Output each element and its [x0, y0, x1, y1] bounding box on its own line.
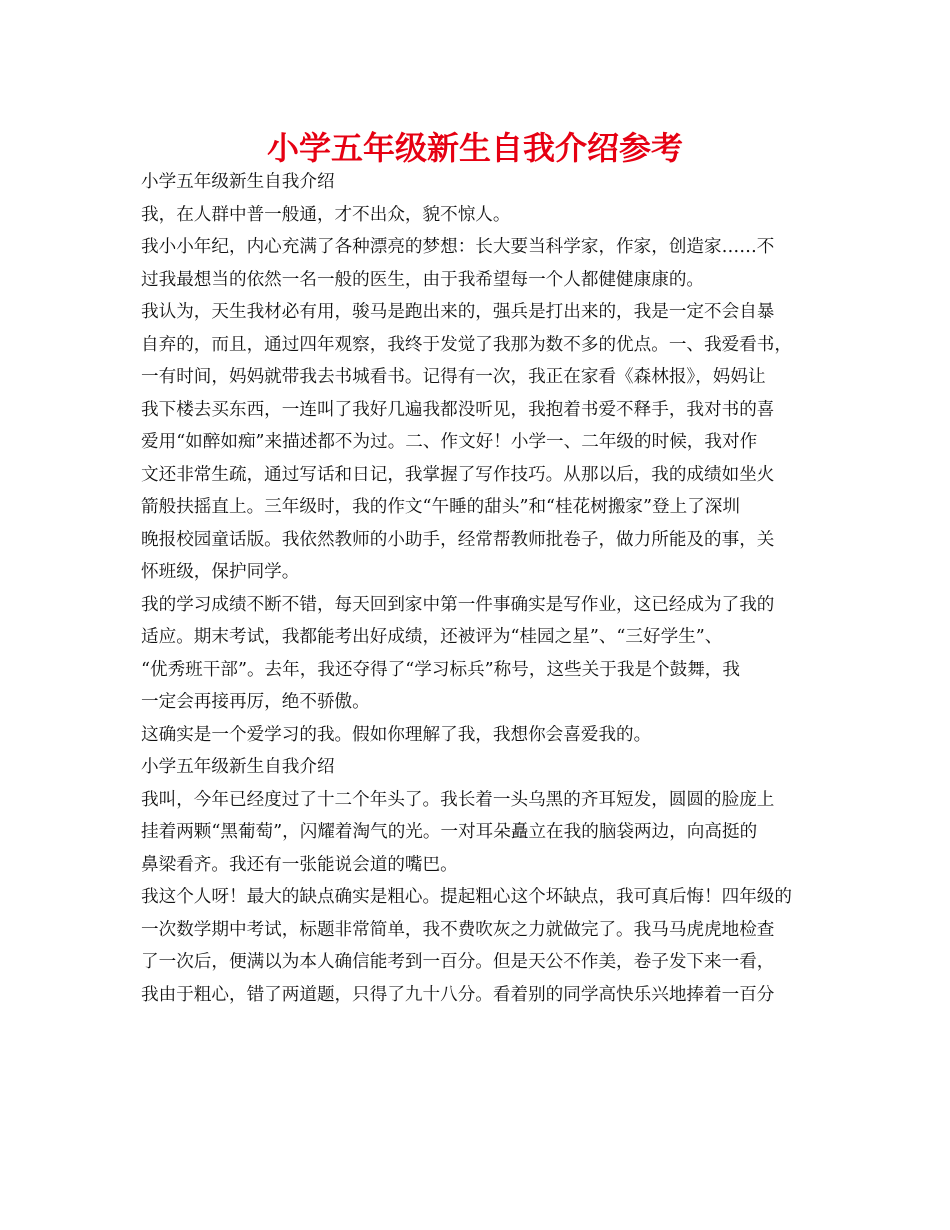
paragraph: 我小小年纪，内心充满了各种漂亮的梦想：长大要当科学家，作家，创造家……不 过我最想当的依然一名一般的医生，由于我希望每一个人都健健康康的。 [141, 237, 775, 290]
paragraph: 我认为，天生我材必有用，骏马是跑出来的，强兵是打出来的，我是一定不会自暴 自弃的，而且，通过四年观察，我终于发觉了我那为数不多的优点。一、我爱看书， 一有时间，妈妈就带我去书城看书。记得有一次，我正在家看《森林报》，妈妈让 我下楼去买东西，一连叫了我好几遍我都没听见，我抱着书爱不释手，我对书的喜 爱用“如醉如痴”来描述都不为过。二、作文好！小学一、二年级的时候，我对作 文还非常生疏，通过写话和日记，我掌握了写作技巧。从那以后，我的成绩如坐火 箭般扶摇直上。三年级时，我的作文“午睡的甜头”和“桂花树搬家”登上了深圳 晚报校园童话版。我依然教师的小助手，经常帮教师批卷子，做力所能及的事，关 怀班级，保护同学。 [141, 302, 792, 582]
paragraph: 我的学习成绩不断不错，每天回到家中第一件事确实是写作业，这已经成为了我的 适应。期末考试，我都能考出好成绩，还被评为“桂园之星”、“三好学生”、 “优秀班干部”。去年，我还夺得了“学习标兵”称号，这些关于我是个鼓舞，我 一定会再接再厉，绝不骄傲。 [141, 594, 775, 712]
paragraph: 我，在人群中普一般通，才不出众，貌不惊人。 [141, 204, 511, 225]
paragraph: 我叫，今年已经度过了十二个年头了。我长着一头乌黑的齐耳短发，圆圆的脸庞上 挂着两颗“黑葡萄”，闪耀着淘气的光。一对耳朵矗立在我的脑袋两边，向高挺的 鼻梁看齐。我还有一张能说会道的嘴巴。 [141, 789, 775, 875]
page-title: 小学五年级新生自我介绍参考 [266, 129, 683, 167]
section-heading: 小学五年级新生自我介绍 [141, 172, 335, 192]
paragraph: 我这个人呀！最大的缺点确实是粗心。提起粗心这个坏缺点，我可真后悔！四年级的 一次数学期中考试，标题非常简单，我不费吹灰之力就做完了。我马马虎虎地检查 了一次后，便满以为本人确信能考到一百分。但是天公不作美，卷子发下来一看， 我由于粗心，错了两道题，只得了九十八分。看着别的同学高快乐兴地捧着一百分 [141, 887, 792, 1005]
document-body [141, 166, 813, 1011]
paragraph: 这确实是一个爱学习的我。假如你理解了我，我想你会喜爱我的。 [141, 724, 652, 745]
section-heading: 小学五年级新生自我介绍 [141, 757, 335, 777]
